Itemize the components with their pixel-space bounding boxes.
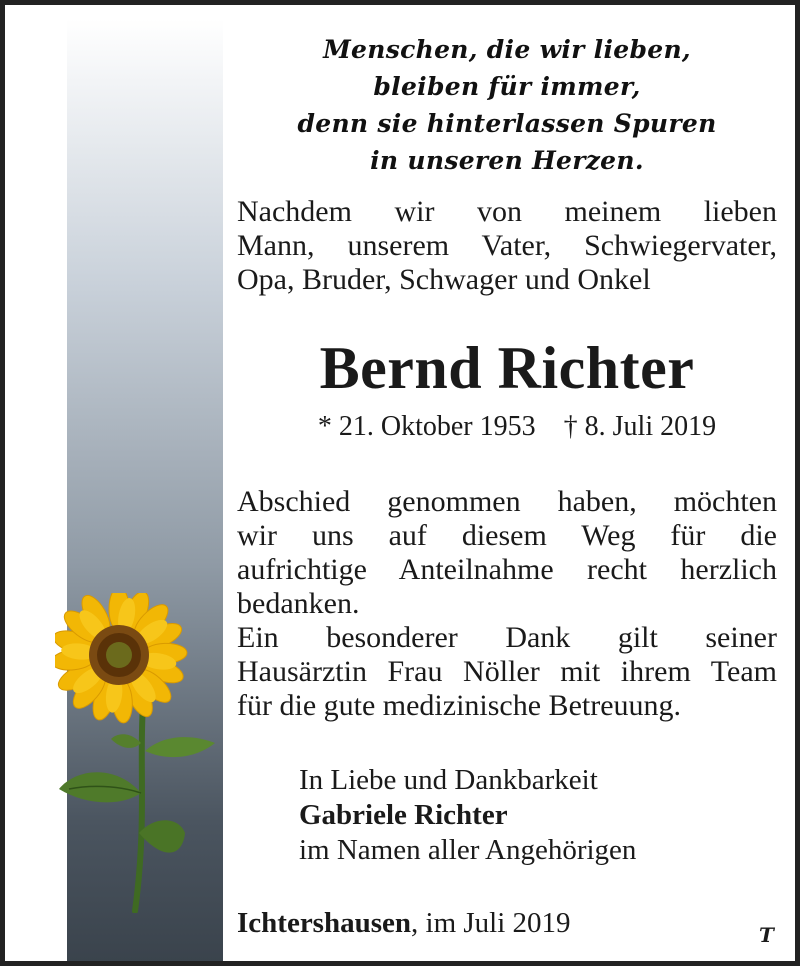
town-name: Ichtershausen	[237, 907, 412, 939]
intro-line: Nachdem wir von meinem lieben	[237, 195, 777, 228]
motto-line: in unseren Herzen.	[370, 146, 644, 175]
intro-line: Mann, unserem Vater, Schwiegervater,	[237, 229, 777, 262]
notice-content	[237, 31, 777, 868]
signature-block	[299, 763, 777, 868]
motto-line: bleiben für immer,	[373, 72, 641, 101]
deceased-name: Bernd Richter	[319, 335, 695, 401]
motto-line: denn sie hinterlassen Spuren	[297, 109, 717, 138]
thanks-line: Hausärztin Frau Nöller mit ihrem Team	[237, 655, 777, 688]
publisher-mark: T	[759, 923, 774, 947]
closing-phrase: In Liebe und Dankbarkeit	[299, 764, 598, 796]
life-dates	[257, 411, 777, 443]
death-date: † 8. Juli 2019	[563, 411, 717, 442]
signatory-name: Gabriele Richter	[299, 799, 508, 831]
place-and-date	[237, 907, 571, 940]
thanks-line: bedanken.	[237, 587, 360, 620]
birth-date: * 21. Oktober 1953	[317, 411, 536, 442]
thanks-line: Ein besonderer Dank gilt seiner	[237, 621, 777, 654]
on-behalf-line: im Namen aller Angehörigen	[299, 834, 637, 866]
sunflower-icon	[55, 593, 225, 913]
publish-date: , im Juli 2019	[411, 907, 571, 939]
thanks-line: für die gute medizinische Betreuung.	[237, 689, 682, 722]
thanks-line: Abschied genommen haben, möchten	[237, 485, 777, 518]
intro-line: Opa, Bruder, Schwager und Onkel	[237, 263, 651, 296]
thanks-line: aufrichtige Anteilnahme recht herzlich	[237, 553, 777, 586]
motto-verse	[237, 31, 777, 179]
thanks-line: wir uns auf diesem Weg für die	[237, 519, 777, 552]
intro-paragraph	[237, 195, 777, 297]
motto-line: Menschen, die wir lieben,	[323, 35, 691, 64]
thanks-paragraph	[237, 485, 777, 723]
